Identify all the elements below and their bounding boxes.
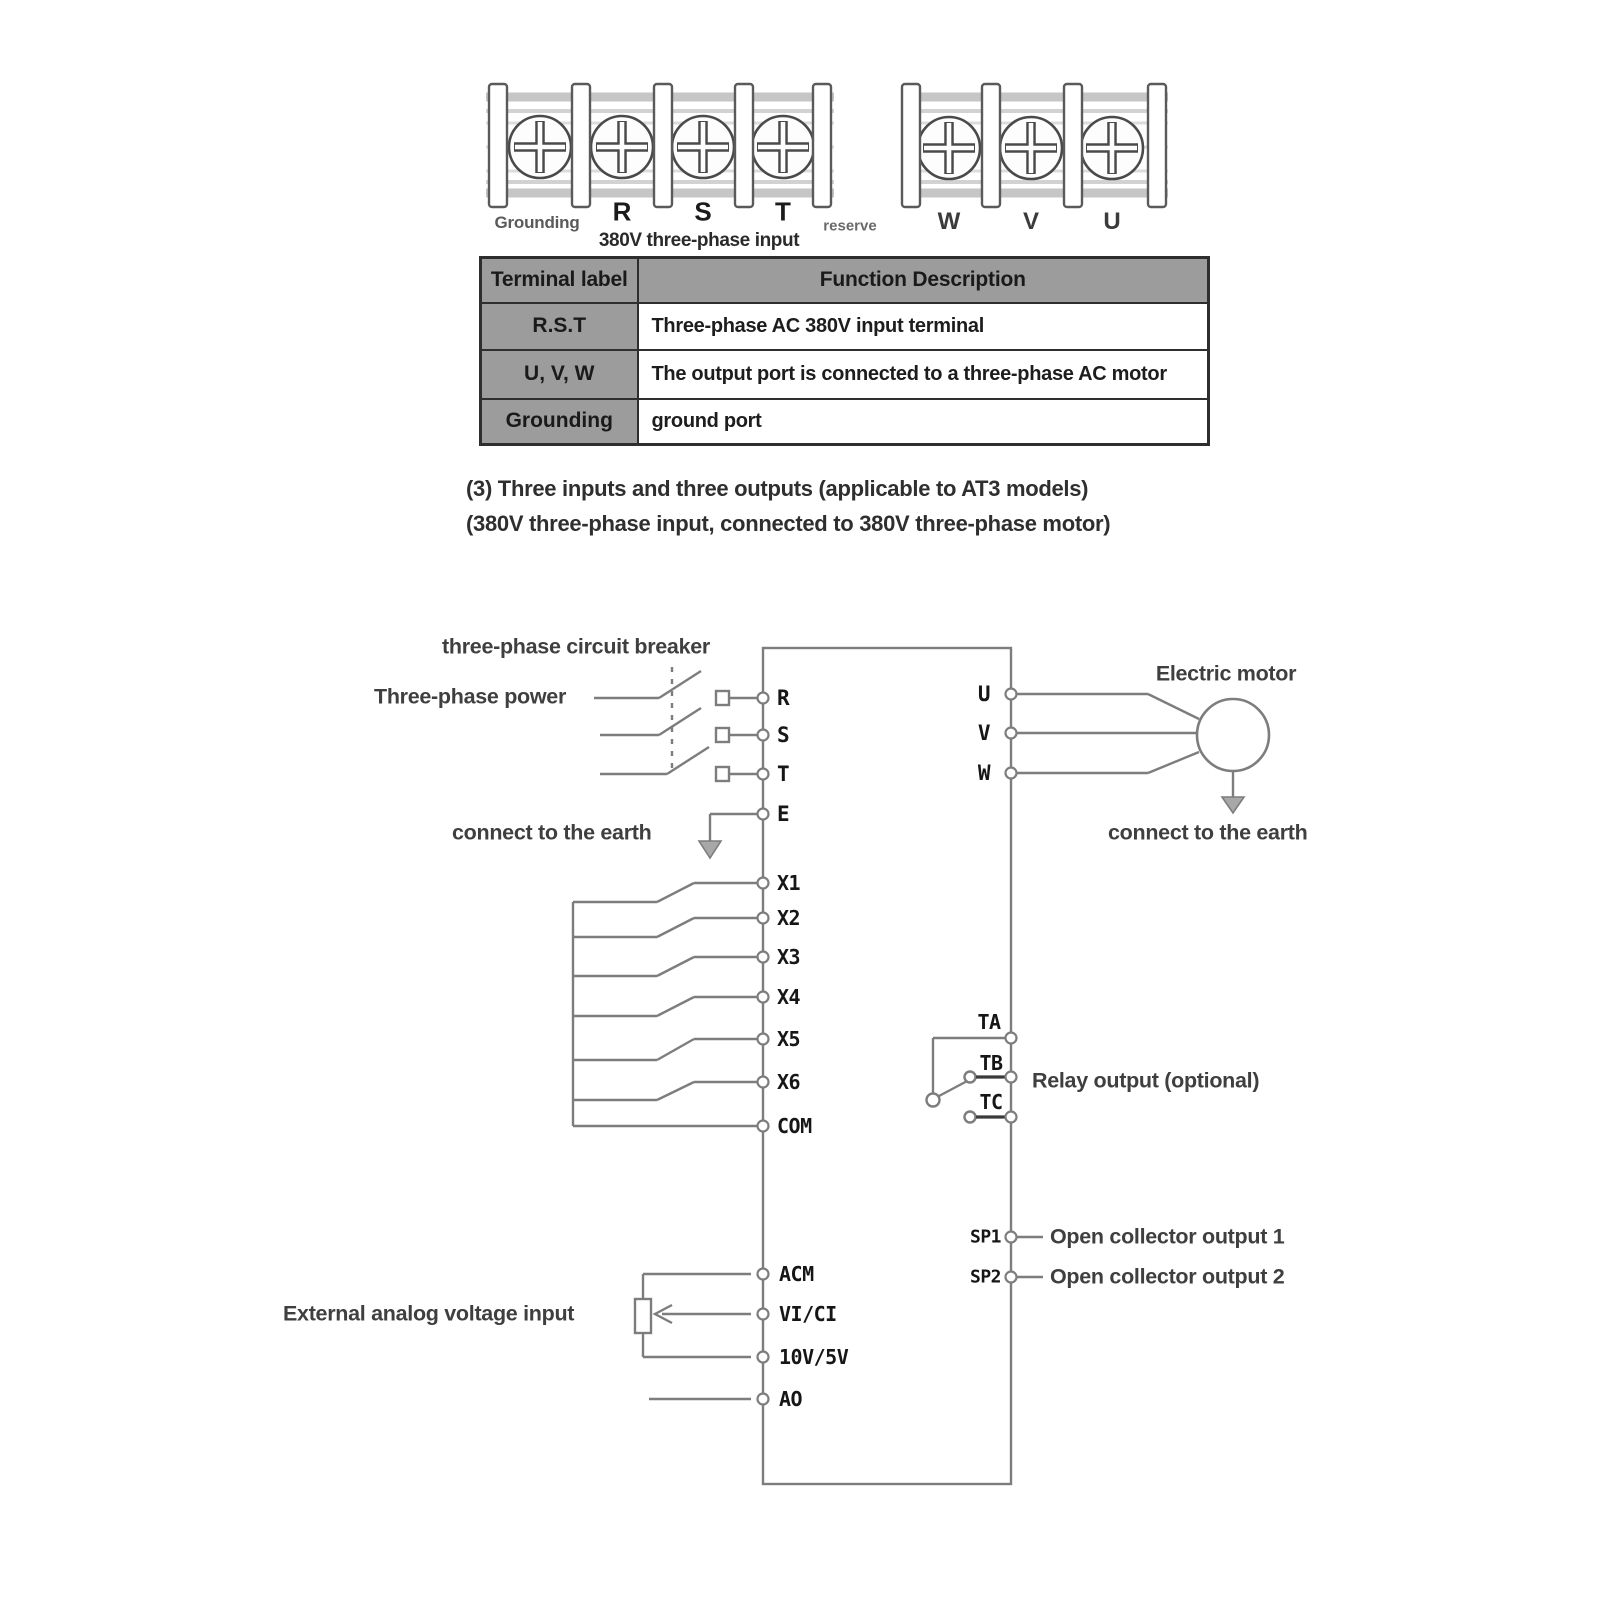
circuit-breaker: [594, 667, 757, 781]
terminal-block-s-label: S: [694, 196, 712, 227]
analog-input-annotation: External analog voltage input: [283, 1301, 575, 1326]
open-collector-1-annotation: Open collector output 1: [1050, 1224, 1285, 1249]
terminal-function-table: [479, 256, 1210, 446]
terminal-U: U: [977, 682, 990, 706]
breaker-blade: [667, 747, 709, 774]
motor-circle: [1197, 699, 1269, 771]
note-line-1: (3) Three inputs and three outputs (applicable to AT3 models): [466, 476, 1089, 501]
table-row: [481, 303, 1209, 350]
terminal-TB: TB: [979, 1051, 1003, 1075]
earth-right-annotation: connect to the earth: [1108, 820, 1308, 845]
terminal-E: E: [777, 802, 790, 826]
terminal-X3: X3: [777, 945, 801, 969]
open-collector-stubs: [1017, 1237, 1043, 1277]
table-cell-description: Three-phase AC 380V input terminal: [638, 303, 1209, 350]
terminal-block-r-label: R: [612, 196, 632, 227]
table-row: [481, 399, 1209, 445]
note-line-2: (380V three-phase input, connected to 380V three-phase motor): [466, 511, 1111, 536]
power-annotation: Three-phase power: [374, 684, 567, 709]
ground-arrow-icon: [1222, 797, 1244, 813]
table-cell-label: Grounding: [481, 399, 638, 445]
table-cell-label: U, V, W: [481, 350, 638, 399]
table-cell-description: ground port: [638, 399, 1209, 445]
terminal-block-group-label: 380V three-phase input: [598, 230, 800, 251]
potentiometer-body: [635, 1299, 651, 1333]
terminal-block-u-label: U: [1103, 208, 1121, 235]
table-cell-description: The output port is connected to a three-phase AC motor: [638, 350, 1209, 399]
terminal-block-reserve-label: reserve: [823, 217, 877, 235]
terminal-AO: AO: [779, 1387, 803, 1411]
breaker-blade: [659, 708, 701, 735]
terminal-COM: COM: [777, 1114, 812, 1138]
terminal-W: W: [977, 761, 990, 785]
terminal-block-t-label: T: [775, 196, 791, 227]
terminal-block-bars: [489, 84, 1166, 207]
terminal-X4: X4: [777, 985, 801, 1009]
table-cell-label: R.S.T: [481, 303, 638, 350]
relay-pivot: [927, 1094, 940, 1107]
table-row: [481, 350, 1209, 399]
table-header-function-description: Function Description: [638, 258, 1209, 303]
terminal-SP2: SP2: [969, 1266, 1001, 1288]
terminal-10V-5V: 10V/5V: [779, 1345, 849, 1369]
analog-input-potentiometer: [635, 1274, 751, 1399]
terminal-V: V: [977, 721, 990, 745]
terminal-S: S: [777, 723, 790, 747]
relay-annotation: Relay output (optional): [1032, 1068, 1260, 1093]
open-collector-2-annotation: Open collector output 2: [1050, 1264, 1285, 1289]
terminal-ACM: ACM: [779, 1262, 814, 1286]
terminal-X5: X5: [777, 1027, 801, 1051]
terminal-VI-CI: VI/CI: [779, 1302, 837, 1326]
earth-left-annotation: connect to the earth: [452, 820, 652, 845]
motor-wiring: [1017, 694, 1269, 813]
terminal-TA: TA: [977, 1010, 1001, 1034]
motor-annotation: Electric motor: [1155, 661, 1297, 686]
terminal-block-grounding-label: Grounding: [494, 213, 580, 232]
terminal-X1: X1: [777, 871, 801, 895]
ground-arrow-icon: [699, 841, 721, 858]
terminal-SP1: SP1: [969, 1226, 1001, 1248]
terminal-T: T: [777, 762, 790, 786]
terminal-block-w-label: W: [937, 208, 961, 235]
terminal-R: R: [777, 686, 790, 710]
breaker-annotation: three-phase circuit breaker: [442, 634, 710, 659]
terminal-block-v-label: V: [1022, 208, 1040, 235]
earth-connection-left: [699, 814, 757, 858]
digital-input-switches: [573, 883, 757, 1126]
breaker-blade: [659, 671, 701, 698]
terminal-TC: TC: [979, 1090, 1003, 1114]
terminal-X6: X6: [777, 1070, 801, 1094]
table-header-terminal-label: Terminal label: [481, 258, 638, 303]
terminal-X2: X2: [777, 906, 801, 930]
